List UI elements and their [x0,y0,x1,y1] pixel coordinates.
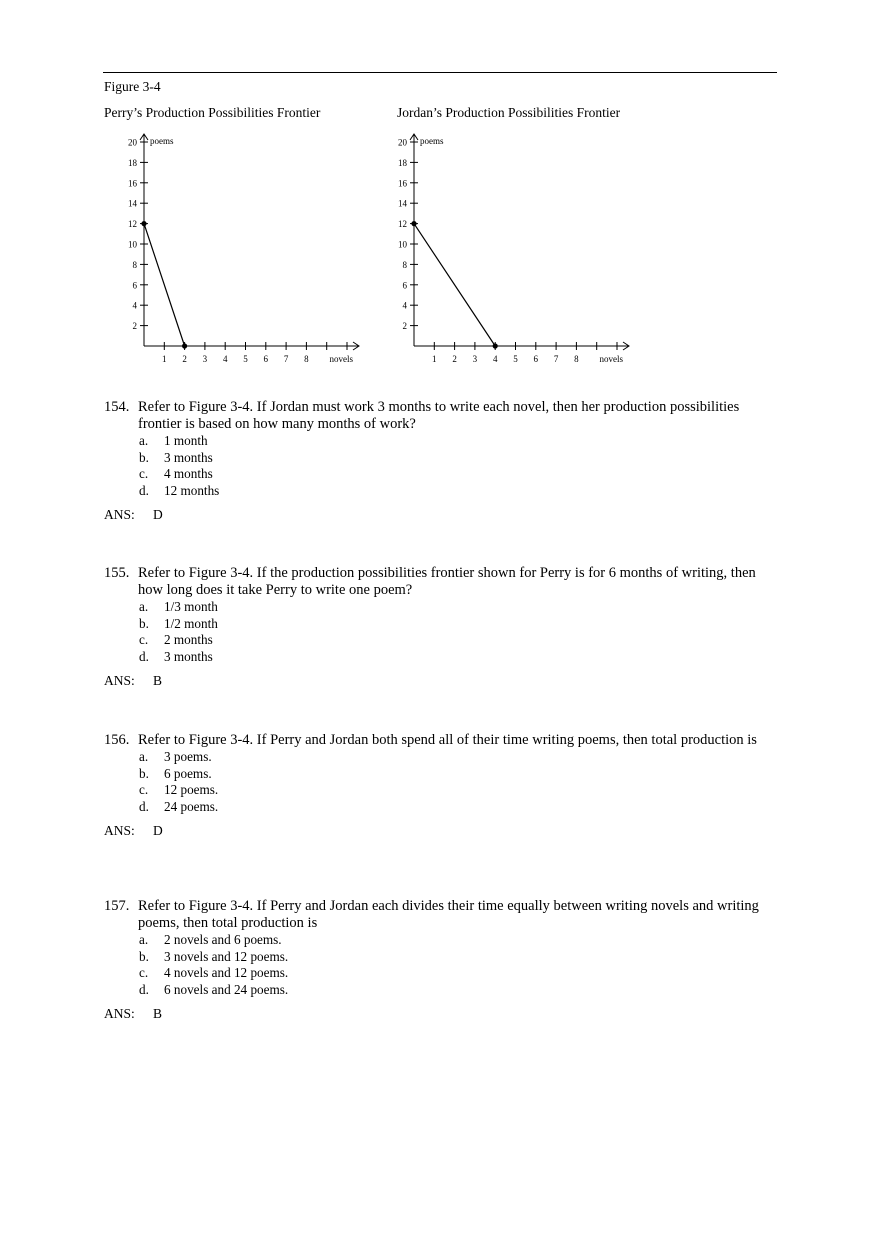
choice-text: 2 months [164,632,213,648]
x-tick-label: 1 [432,354,437,364]
y-tick-label: 4 [132,300,137,311]
choice-list [104,599,784,665]
choice-letter: a. [139,599,149,614]
question-155 [104,565,784,689]
x-tick-label: 5 [243,354,248,364]
y-tick-label: 10 [398,239,407,250]
question-number: 156. [104,732,130,748]
y-tick-label: 18 [128,157,137,168]
question-154 [104,399,784,523]
y-tick-label: 6 [132,280,137,291]
choice-text: 4 novels and 12 poems. [164,965,289,981]
choice-letter: d. [139,482,149,498]
question-text: Refer to Figure 3-4. If Perry and Jordan each divides their time equally between writing novels and writing poems, then total production is [138,898,759,931]
question-number: 157. [104,898,130,914]
figure-label: Figure 3-4 [104,79,161,94]
choice-d [139,483,784,500]
x-tick-label: 6 [263,354,269,364]
x-tick-label: 1 [162,354,167,364]
answer-value: D [153,507,163,523]
y-tick-label: 2 [402,321,407,332]
choice-letter: b. [139,615,149,631]
ppf-point [411,221,416,226]
choice-d [139,982,784,999]
choice-a [139,932,784,949]
jordan-ppf-chart [370,126,640,370]
answer-line [104,1005,784,1022]
choice-text: 3 poems. [164,749,212,764]
choice-letter: c. [139,965,149,981]
y-tick-label: 12 [398,219,407,230]
choice-text: 2 novels and 6 poems. [164,932,282,947]
choice-c [139,466,784,483]
choice-text: 1 month [164,433,208,448]
choice-text: 24 poems. [164,798,219,814]
y-axis-label: poems [150,136,174,146]
x-tick-label: 6 [533,354,539,364]
answer-value: B [153,673,163,689]
y-tick-label: 2 [132,321,137,332]
question-number: 154. [104,399,130,415]
ppf-point [182,343,187,348]
choice-text: 3 months [164,449,213,465]
x-tick-label: 8 [574,354,579,364]
choice-c [139,965,784,982]
y-tick-label: 12 [128,219,137,230]
y-axis-label: poems [420,136,444,146]
jordan-chart-title: Jordan’s Production Possibilities Frontier [397,105,621,120]
y-tick-label: 20 [128,137,137,148]
y-tick-label: 14 [398,198,407,209]
choice-b [139,949,784,966]
answer-label: ANS: [104,673,135,689]
choice-a [139,599,784,616]
y-tick-label: 8 [402,259,407,270]
top-rule [103,72,777,73]
x-tick-label: 8 [304,354,309,364]
choice-text: 6 poems. [164,765,212,781]
y-tick-label: 20 [398,137,407,148]
choice-text: 1/2 month [164,615,218,631]
perry-chart-title: Perry’s Production Possibilities Frontier [104,105,321,120]
choice-list [104,749,784,815]
question-text: Refer to Figure 3-4. If Jordan must work 3 months to write each novel, then her production possibilities frontier is based on how many months of work? [138,399,740,432]
x-tick-label: 2 [452,354,457,364]
answer-line [104,672,784,689]
choice-text: 3 novels and 12 poems. [164,948,289,964]
y-tick-label: 4 [402,300,407,311]
choice-letter: a. [139,749,149,764]
choice-letter: d. [139,648,149,664]
choice-letter: c. [139,632,149,648]
choice-letter: b. [139,765,149,781]
x-tick-label: 3 [202,354,208,364]
ppf-point [493,343,498,348]
y-tick-label: 16 [398,178,407,189]
y-tick-label: 18 [398,157,407,168]
x-axis-label: novels [599,354,623,364]
y-tick-label: 14 [128,198,137,209]
y-tick-label: 8 [132,259,137,270]
choice-text: 3 months [164,648,213,664]
ppf-point [141,221,146,226]
x-tick-label: 7 [283,354,289,364]
choice-text: 4 months [164,466,213,482]
question-156 [104,732,784,839]
choice-d [139,649,784,666]
choice-letter: a. [139,932,149,947]
choice-letter: d. [139,981,149,997]
choice-letter: d. [139,798,149,814]
x-tick-label: 3 [472,354,478,364]
choice-letter: b. [139,948,149,964]
choice-c [139,782,784,799]
y-tick-label: 10 [128,239,137,250]
choice-a [139,749,784,766]
x-tick-label: 4 [222,354,228,364]
choice-b [139,766,784,783]
ppf-line [144,224,185,346]
choice-letter: b. [139,449,149,465]
choice-b [139,616,784,633]
perry-ppf-chart [100,126,370,370]
choice-a [139,433,784,450]
choice-d [139,799,784,816]
answer-line [104,506,784,523]
choice-list [104,433,784,499]
choice-list [104,932,784,998]
question-number: 155. [104,565,130,581]
answer-value: B [153,1006,163,1022]
answer-line [104,822,784,839]
choice-letter: c. [139,782,149,798]
answer-label: ANS: [104,823,135,839]
choice-text: 12 months [164,482,220,498]
answer-label: ANS: [104,507,135,523]
answer-label: ANS: [104,1006,135,1022]
choice-b [139,450,784,467]
x-tick-label: 4 [492,354,498,364]
ppf-line [414,224,495,346]
y-tick-label: 6 [402,280,407,291]
choice-text: 1/3 month [164,599,218,614]
x-tick-label: 5 [513,354,518,364]
x-axis-label: novels [329,354,353,364]
x-tick-label: 2 [182,354,187,364]
choice-text: 6 novels and 24 poems. [164,981,289,997]
choice-text: 12 poems. [164,782,219,798]
choice-letter: c. [139,466,149,482]
choice-letter: a. [139,433,149,448]
x-tick-label: 7 [553,354,559,364]
question-157 [104,898,784,1022]
y-tick-label: 16 [128,178,137,189]
question-text: Refer to Figure 3-4. If the production possibilities frontier shown for Perry is for 6 months of writing, then how long does it take Perry to write one poem? [138,565,756,598]
answer-value: D [153,823,163,839]
choice-c [139,632,784,649]
question-text: Refer to Figure 3-4. If Perry and Jordan both spend all of their time writing poems, then total production is [138,732,757,748]
